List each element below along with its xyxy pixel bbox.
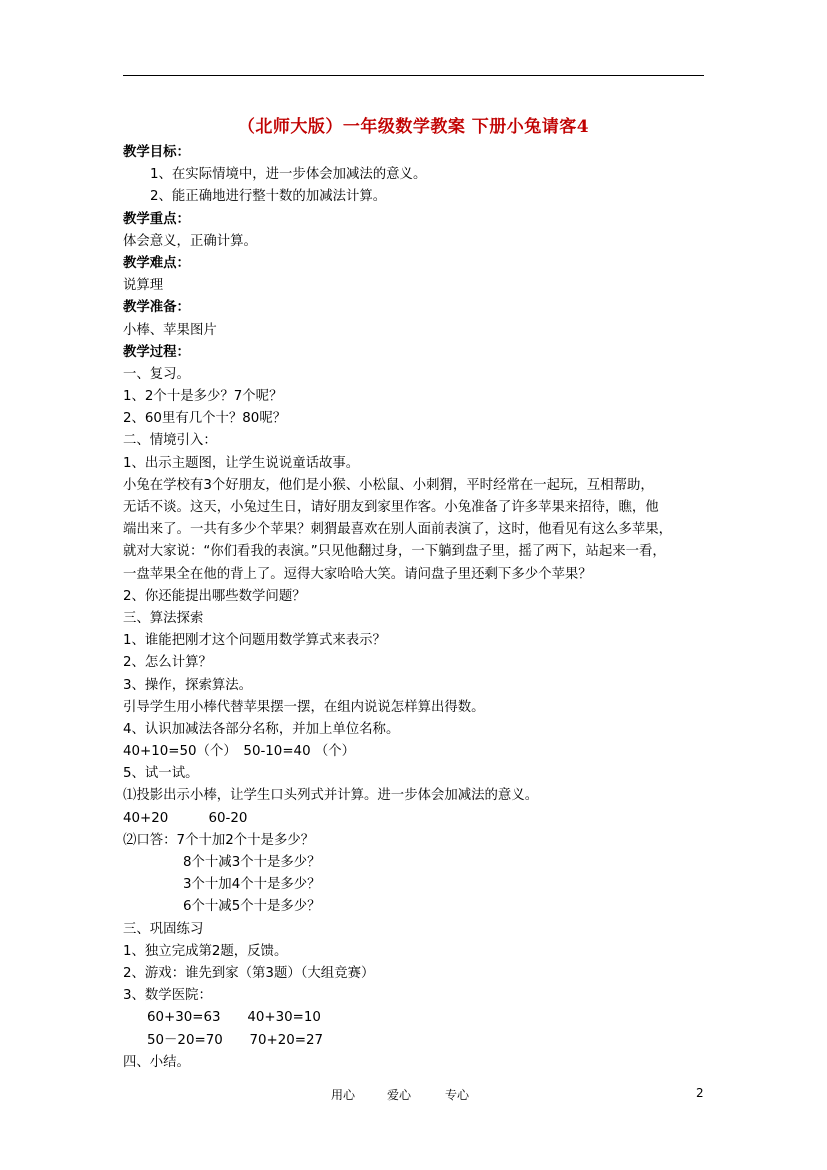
text-line: 小棒、苹果图片 <box>123 322 217 338</box>
text-line: 1、在实际情境中，进一步体会加减法的意义。 <box>150 167 427 183</box>
text-line: 6个十减5个十是多少？ <box>183 899 321 915</box>
text-line: 1、出示主题图，让学生说说童话故事。 <box>123 455 360 471</box>
text-line: 2、能正确地进行整十数的加减法计算。 <box>150 189 387 205</box>
text-line: 2、60里有几个十？80呢？ <box>123 411 287 427</box>
text-line: 8个十减3个十是多少？ <box>183 855 321 870</box>
story-line: 就对大家说：“你们看我的表演。”只见他翻过身，一下躺到盘子里，摇了两下，站起来一看， <box>123 544 666 560</box>
text-line: 3、数学医院： <box>123 988 212 1004</box>
header-rule <box>123 75 704 76</box>
text-line: 体会意义，正确计算。 <box>123 233 257 249</box>
heading-key-points: 教学重点： <box>123 211 190 227</box>
text-line: 一、复习。 <box>123 366 190 382</box>
text-line: 1、谁能把刚才这个问题用数学算式来表示？ <box>123 633 386 649</box>
text-line: ⑵口答：7个十加2个十是多少？ <box>123 832 315 848</box>
text-line: 四、小结。 <box>123 1054 190 1070</box>
page-title: （北师大版）一年级数学教案 下册小兔请客4 <box>237 117 590 137</box>
footer-item: 用心 <box>331 1088 356 1102</box>
equation-line: 60+30=63 40+30=10 <box>147 1010 321 1026</box>
text-line: 4、认识加减法各部分名称，并加上单位名称。 <box>123 721 400 737</box>
text-line: 3、操作，探索算法。 <box>123 677 253 693</box>
text-line: ⑴投影出示小棒，让学生口头列式并计算。进一步体会加减法的意义。 <box>123 788 539 804</box>
document-body <box>123 142 708 1074</box>
heading-preparation: 教学准备： <box>123 300 190 316</box>
page-number: 2 <box>696 1086 704 1100</box>
text-line: 1、2个十是多少？7个呢？ <box>123 389 283 405</box>
equation-line: 40+20 60-20 <box>123 810 248 826</box>
heading-objectives: 教学目标： <box>123 145 190 160</box>
equation-line: 40+10=50（个） 50-10=40 （个） <box>123 744 356 760</box>
story-line: 端出来了。一共有多少个苹果？刺猬最喜欢在别人面前表演了，这时，他看见有这么多苹果， <box>123 522 673 538</box>
text-line: 5、试一试。 <box>123 766 199 782</box>
story-line: 小兔在学校有3个好朋友，他们是小猴、小松鼠、小刺猬，平时经常在一起玩，互相帮助， <box>123 477 654 493</box>
story-line: 一盘苹果全在他的背上了。逗得大家哈哈大笑。请问盘子里还剩下多少个苹果？ <box>123 566 592 582</box>
heading-difficulties: 教学难点： <box>123 255 190 271</box>
text-line: 3个十加4个十是多少？ <box>183 877 321 893</box>
text-line: 二、情境引入： <box>123 433 217 449</box>
text-line: 引导学生用小棒代替苹果摆一摆，在组内说说怎样算出得数。 <box>123 699 485 715</box>
text-line: 2、游戏：谁先到家（第3题）（大组竞赛） <box>123 965 375 981</box>
footer-item: 爱心 <box>387 1088 412 1102</box>
text-line: 三、巩固练习 <box>123 921 204 937</box>
text-line: 1、独立完成第2题，反馈。 <box>123 943 288 959</box>
story-line: 无话不谈。这天，小兔过生日，请好朋友到家里作客。小兔准备了许多苹果来招待，瞧，他 <box>123 500 659 515</box>
text-line: 2、你还能提出哪些数学问题？ <box>123 588 306 604</box>
text-line: 说算理 <box>123 278 164 294</box>
text-line: 2、怎么计算？ <box>123 655 212 671</box>
footer-item: 专心 <box>445 1088 470 1102</box>
equation-line: 50－20=70 70+20=27 <box>147 1032 324 1048</box>
heading-process: 教学过程： <box>123 344 190 360</box>
text-line: 三、算法探索 <box>123 610 204 626</box>
